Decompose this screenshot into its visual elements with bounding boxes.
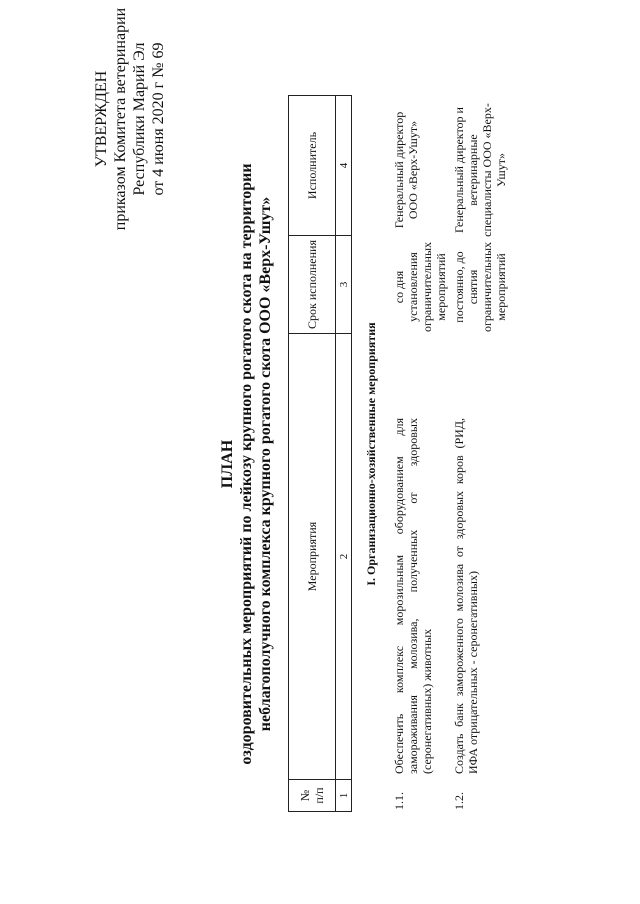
col-header-number: № п/п bbox=[289, 780, 336, 812]
approval-title: УТВЕРЖДЕН bbox=[93, 70, 110, 168]
col-number-1: 1 bbox=[336, 780, 352, 812]
section-heading: I. Организационно-хозяйственные мероприятия bbox=[364, 322, 378, 586]
plan-title bbox=[218, 114, 275, 814]
row-action: Создать банк замороженного молозива от здоровых коров (РИД, ИФА отрицательных - серонегативных) bbox=[452, 418, 480, 774]
approval-line-2: Республики Марий Эл bbox=[131, 42, 148, 196]
plan-table bbox=[288, 95, 352, 812]
col-number-3: 3 bbox=[336, 236, 352, 334]
col-number-2: 2 bbox=[336, 334, 352, 780]
col-header-term: Срок исполнения bbox=[289, 236, 336, 334]
row-action: Обеспечить комплекс морозильным оборудованием для замораживания молозива, полученных от здоровых (серонегативных) животных bbox=[392, 418, 434, 774]
plan-title-line-1: оздоровительных мероприятий по лейкозу крупного рогатого скота на территории bbox=[238, 163, 255, 765]
row-executor: Генеральный директор ООО «Верх-Ушут» bbox=[392, 111, 420, 229]
col-header-executor: Исполнитель bbox=[289, 96, 336, 236]
row-number: 1.2. bbox=[452, 792, 466, 810]
approval-line-1: приказом Комитета ветеринарии bbox=[112, 7, 129, 231]
plan-heading: ПЛАН bbox=[219, 439, 236, 489]
row-number: 1.1. bbox=[392, 792, 406, 810]
row-executor: Генеральный директор и ветеринарные специалисты ООО «Верх-Ушут» bbox=[452, 103, 508, 237]
col-header-actions: Мероприятия bbox=[289, 334, 336, 780]
approval-block bbox=[92, 4, 168, 234]
row-term: со дня установления ограничительных мероприятий bbox=[392, 241, 448, 333]
plan-title-line-2: неблагополучного комплекса крупного рогатого скота ООО «Верх-Ушут» bbox=[257, 196, 274, 732]
row-term: постоянно, до снятия ограничительных мероприятий bbox=[452, 241, 508, 333]
col-number-4: 4 bbox=[336, 96, 352, 236]
approval-line-3: от 4 июня 2020 г № 69 bbox=[150, 42, 167, 196]
